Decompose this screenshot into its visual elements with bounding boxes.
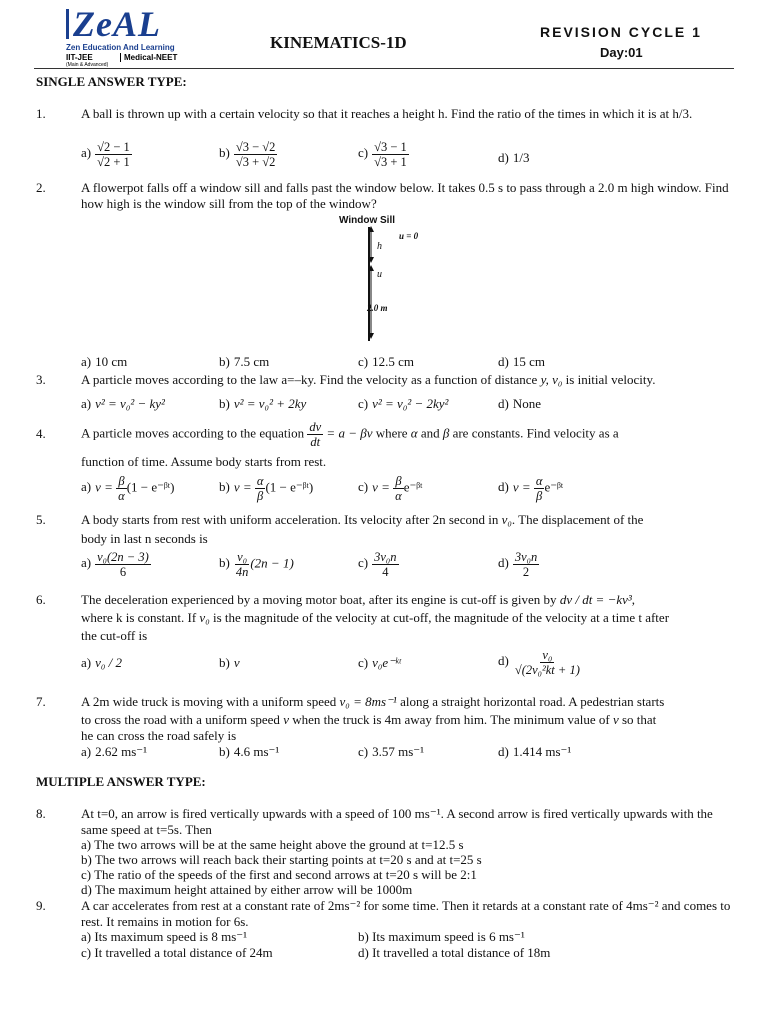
zeal-logo xyxy=(66,4,190,68)
question-text: A particle moves according to the law a=–ky. Find the velocity as a function of distance y, v₀ is initial velocity. xyxy=(81,372,656,387)
q1-option-a: a) $\frac{√2 - 1}{√2 + 1}$ xyxy=(81,140,130,169)
question-text: A car accelerates from rest at a constant rate of 2ms⁻² for some time. Then it retards at a constant rate of 4ms⁻² and comes to rest. It remains in motion for 6s. xyxy=(81,898,731,929)
revision-cycle: REVISION CYCLE 1 xyxy=(540,24,702,40)
q5-option-b: b) $\frac{\text{v₀}}{4n}$ (2n − 1) xyxy=(219,550,294,579)
q4-option-d: d) v = $\frac{\alpha}{\beta}$ e⁻ᵝᵗ xyxy=(498,474,564,503)
q8-option-d: d) The maximum height attained by either arrow will be 1000m xyxy=(81,882,413,897)
q2-option-d: d) 15 cm xyxy=(498,354,545,369)
question-number: 6. xyxy=(36,592,46,607)
logo-sub: (Main & Advanced) xyxy=(66,62,109,68)
diagram-u-label: u xyxy=(377,269,382,280)
q9-option-b: b) Its maximum speed is 6 ms⁻¹ xyxy=(358,929,525,944)
question-text-line2: function of time. Assume body starts from rest. xyxy=(81,454,327,469)
q5-option-a: a) $\frac{\text{v₀(2n − 3)}}{6}$ xyxy=(81,550,149,579)
q1-option-d: d) 1/3 xyxy=(498,150,530,165)
diagram-u0-label: u = 0 xyxy=(399,231,419,241)
q1-option-c: c) $\frac{√3 - 1}{√3 + 1}$ xyxy=(358,140,407,169)
q6-option-a: a) v₀ / 2 xyxy=(81,655,123,670)
q6-option-b: b) v xyxy=(219,655,240,670)
page-header xyxy=(0,0,768,70)
section-multiple-answer: MULTIPLE ANSWER TYPE: xyxy=(36,774,206,789)
q7-option-d: d) 1.414 ms⁻¹ xyxy=(498,744,572,759)
q5-option-d: d) $\frac{\text{3v₀n}}{2}$ xyxy=(498,550,538,579)
question-text: A ball is thrown up with a certain velocity so that it reaches a height h. Find the ratio of the times in which it is at h/3. xyxy=(81,106,693,121)
q3-option-c: c) v² = v₀² − 2ky² xyxy=(358,396,449,411)
q3-option-a: a) v² = v₀² − ky² xyxy=(81,396,165,411)
q5-option-c: c) $\frac{\text{3v₀n}}{4}$ xyxy=(358,550,397,579)
question-text-line2: to cross the road with a uniform speed v when the truck is 4m away from him. The minimum value of v so that xyxy=(81,712,657,727)
question-text: A 2m wide truck is moving with a uniform speed v₀ = 8ms⁻¹ along a straight horizontal road. A pedestrian starts xyxy=(81,694,665,709)
question-number: 9. xyxy=(36,898,46,913)
header-divider xyxy=(34,68,734,69)
q9-option-d: d) It travelled a total distance of 18m xyxy=(358,945,551,960)
diagram-distance-label: 2.0 m xyxy=(367,303,388,313)
q6-option-c: c) v₀e⁻ᵏᵗ xyxy=(358,655,401,670)
question-number: 7. xyxy=(36,694,46,709)
logo-wordmark: ZeAL xyxy=(66,6,161,42)
question-text: A flowerpot falls off a window sill and falls past the window below. It takes 0.5 s to pass through a 2.0 m high window. Find how high is the window sill from the top of the window? xyxy=(81,180,729,211)
logo-neet: Medical-NEET xyxy=(120,53,177,62)
q4-option-a: a) v = $\frac{\beta}{\alpha}$ (1 − e⁻ᵝᵗ) xyxy=(81,474,175,503)
q4-option-b: b) v = $\frac{\alpha}{\beta}$ (1 − e⁻ᵝᵗ) xyxy=(219,474,314,503)
logo-jee: IIT-JEE xyxy=(66,53,93,62)
question-text: The deceleration experienced by a moving motor boat, after its engine is cut-off is given by dv / dt = −kv³, xyxy=(81,592,636,607)
q9-option-c: c) It travelled a total distance of 24m xyxy=(81,945,273,960)
q2-option-b: b) 7.5 cm xyxy=(219,354,270,369)
question-number: 4. xyxy=(36,426,46,441)
q8-option-b: b) The two arrows will reach back their starting points at t=20 s and at t=25 s xyxy=(81,852,482,867)
question-text: A body starts from rest with uniform acceleration. Its velocity after 2n second in v₀. The displacement of the xyxy=(81,512,644,527)
q1-option-b: b) $\frac{√3 - √2}{√3 + √2}$ xyxy=(219,140,276,169)
question-text-line2: where k is constant. If v₀ is the magnitude of the velocity at cut-off, the magnitude of the velocity at a time t after xyxy=(81,610,670,625)
question-number: 3. xyxy=(36,372,46,387)
logo-tagline: Zen Education And Learning xyxy=(66,43,175,52)
question-number: 2. xyxy=(36,180,46,195)
document-title: KINEMATICS-1D xyxy=(270,33,407,52)
question-text-line3: he can cross the road safely is xyxy=(81,728,237,743)
q9-option-a: a) Its maximum speed is 8 ms⁻¹ xyxy=(81,929,248,944)
question-text-line2: body in last n seconds is xyxy=(81,531,208,546)
question-text: At t=0, an arrow is fired vertically upwards with a speed of 100 ms⁻¹. A second arrow is fired vertically upwards with the same speed at t=5s. Then xyxy=(81,806,713,837)
question-text: A particle moves according to the equation $\frac{dv}{dt}$ = a − βv where α and β are constants. Find velocity as a xyxy=(81,420,619,449)
q3-option-d: d) None xyxy=(498,396,542,411)
q7-option-c: c) 3.57 ms⁻¹ xyxy=(358,744,425,759)
q8-option-a: a) The two arrows will be at the same height above the ground at t=12.5 s xyxy=(81,837,464,852)
q3-option-b: b) v² = v₀² + 2ky xyxy=(219,396,307,411)
q7-option-b: b) 4.6 ms⁻¹ xyxy=(219,744,280,759)
day-label: Day:01 xyxy=(600,45,643,60)
section-single-answer: SINGLE ANSWER TYPE: xyxy=(36,74,187,89)
question-number: 5. xyxy=(36,512,46,527)
q2-option-a: a) 10 cm xyxy=(81,354,128,369)
window-sill-diagram xyxy=(333,213,443,343)
diagram-h-label: h xyxy=(377,241,382,252)
question-number: 8. xyxy=(36,806,46,821)
q6-option-d: d) $\frac{\text{v₀}}{\text{√(2v₀²kt + 1)}}$ xyxy=(498,648,580,677)
question-number: 1. xyxy=(36,106,46,121)
diagram-title: Window Sill xyxy=(339,215,396,226)
q7-option-a: a) 2.62 ms⁻¹ xyxy=(81,744,148,759)
q4-option-c: c) v = $\frac{\beta}{\alpha}$ e⁻ᵝᵗ xyxy=(358,474,423,503)
q2-option-c: c) 12.5 cm xyxy=(358,354,414,369)
q8-option-c: c) The ratio of the speeds of the first and second arrows at t=20 s will be 2:1 xyxy=(81,867,477,882)
question-text-line3: the cut-off is xyxy=(81,628,148,643)
